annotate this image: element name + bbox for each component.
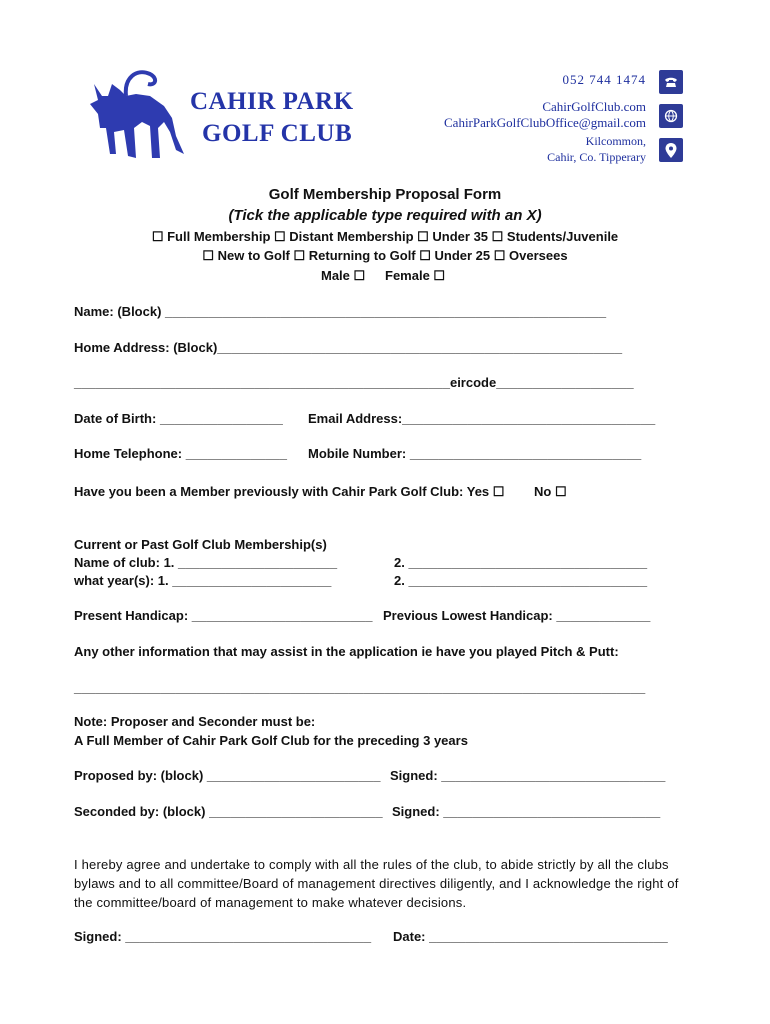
name-field[interactable]: Name: (Block) _____________________________________________________________ <box>74 304 607 319</box>
club-years-2-field[interactable]: 2. _________________________________ <box>394 573 648 588</box>
email-link[interactable]: CahirParkGolfClubOffice@gmail.com <box>444 115 646 130</box>
location-pin-icon <box>659 138 683 162</box>
note-line2: A Full Member of Cahir Park Golf Club for the preceding 3 years <box>74 733 468 748</box>
previous-member-no[interactable]: No ☐ <box>534 484 567 499</box>
membership-types-line1[interactable]: ☐ Full Membership ☐ Distant Membership ☐ Under 35 ☐ Students/Juvenile <box>151 229 619 244</box>
club-name-line1: CAHIR PARK <box>190 88 354 115</box>
previous-lowest-handicap-field[interactable]: Previous Lowest Handicap: _____________ <box>383 608 651 623</box>
dob-field[interactable]: Date of Birth: _________________ <box>74 411 283 426</box>
club-name-1-field[interactable]: Name of club: 1. ______________________ <box>74 555 338 570</box>
membership-types-line2[interactable]: ☐ New to Golf ☐ Returning to Golf ☐ Under 25 ☐ Oversees <box>202 248 568 263</box>
seconder-signed-field[interactable]: Signed: ______________________________ <box>392 804 661 819</box>
globe-icon <box>659 104 683 128</box>
email-field[interactable]: Email Address:___________________________________ <box>308 411 656 426</box>
agreement-paragraph: I hereby agree and undertake to comply with all the rules of the club, to abide strictly by all the clubs bylaws and to all committee/Board of management directives diligently, and I acknowledge the right of the committee/board of management to make whatever decisions. <box>74 857 679 910</box>
form-subtitle: (Tick the applicable type required with an X) <box>228 207 542 224</box>
other-info-field[interactable]: _______________________________________________________________________________ <box>74 680 646 695</box>
home-telephone-field[interactable]: Home Telephone: ______________ <box>74 446 287 461</box>
address-eircode-field[interactable]: ____________________________________________________eircode___________________ <box>74 375 634 390</box>
club-membership-heading: Current or Past Golf Club Membership(s) <box>74 537 327 552</box>
proposed-by-field[interactable]: Proposed by: (block) ________________________ <box>74 768 381 783</box>
cat-logo-icon <box>84 66 194 166</box>
gender-female-checkbox[interactable]: Female ☐ <box>385 268 446 283</box>
address-line2: Cahir, Co. Tipperary <box>547 150 646 164</box>
form-title: Golf Membership Proposal Form <box>268 186 502 203</box>
gender-male-checkbox[interactable]: Male ☐ <box>321 268 366 283</box>
club-logo <box>84 66 194 166</box>
seconded-by-field[interactable]: Seconded by: (block) ________________________ <box>74 804 383 819</box>
applicant-signed-field[interactable]: Signed: __________________________________ <box>74 929 372 944</box>
club-name-2-field[interactable]: 2. _________________________________ <box>394 555 648 570</box>
present-handicap-field[interactable]: Present Handicap: _________________________ <box>74 608 373 623</box>
website-link[interactable]: CahirGolfClub.com <box>542 99 646 114</box>
phone-icon <box>659 70 683 94</box>
date-field[interactable]: Date: _________________________________ <box>393 929 668 944</box>
previous-member-yes[interactable]: Have you been a Member previously with Cahir Park Golf Club: Yes ☐ <box>74 484 505 499</box>
club-years-1-field[interactable]: what year(s): 1. ______________________ <box>74 573 332 588</box>
note-line1: Note: Proposer and Seconder must be: <box>74 714 316 729</box>
proposer-signed-field[interactable]: Signed: _______________________________ <box>390 768 666 783</box>
other-info-label: Any other information that may assist in the application ie have you played Pitch & Putt: <box>74 644 619 659</box>
home-address-field[interactable]: Home Address: (Block)________________________________________________________ <box>74 340 623 355</box>
club-name-line2: GOLF CLUB <box>202 120 353 147</box>
phone-number: 052 744 1474 <box>562 72 646 87</box>
address-line1: Kilcommon, <box>585 134 646 148</box>
mobile-number-field[interactable]: Mobile Number: ________________________________ <box>308 446 642 461</box>
